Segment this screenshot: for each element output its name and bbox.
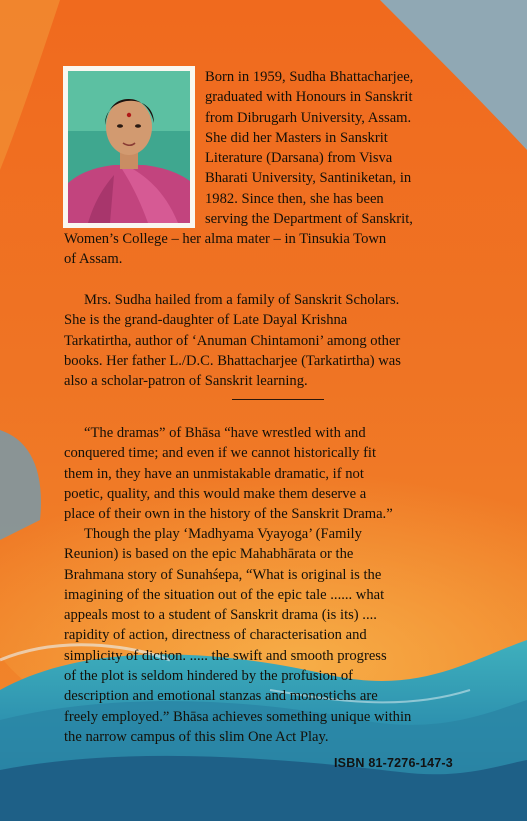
- bio-line: of Assam.: [64, 251, 123, 268]
- play-line: the narrow campus of this slim One Act Play.: [64, 728, 329, 745]
- bio-line: Tarkatirtha, author of ‘Anuman Chintamoni’ among other: [64, 332, 401, 349]
- quote-paragraph: [64, 423, 502, 524]
- bio-line: Bharati University, Santiniketan, in: [205, 170, 412, 187]
- quote-line: place of their own in the history of the Sanskrit Drama.”: [64, 506, 393, 523]
- play-line: freely employed.” Bhāsa achieves something unique within: [64, 708, 412, 725]
- play-description-paragraph: [64, 524, 502, 747]
- author-portrait-image: [68, 71, 190, 223]
- bio-line: from Dibrugarh University, Assam.: [205, 109, 412, 126]
- author-family-paragraph: [64, 290, 502, 391]
- bio-line: Born in 1959, Sudha Bhattacharjee,: [205, 69, 414, 85]
- bio-line: Women’s College – her alma mater – in Tinsukia Town: [64, 231, 387, 247]
- play-line: appeals most to a student of Sanskrit drama (is its) ....: [64, 607, 377, 624]
- author-bio-continued: [64, 229, 502, 270]
- section-divider: [232, 399, 324, 400]
- bio-line: She is the grand-daughter of Late Dayal Krishna: [64, 312, 348, 329]
- bio-line: Literature (Darsana) from Visva: [205, 150, 393, 167]
- quote-line: them in, they have an unmistakable dramatic, if not: [64, 465, 364, 482]
- isbn-number: ISBN 81-7276-147-3: [334, 756, 453, 770]
- play-line: of the plot is seldom hindered by the profusion of: [64, 668, 353, 685]
- bio-line: She did her Masters in Sanskrit: [205, 129, 388, 146]
- quote-line: poetic, quality, and this would make them deserve a: [64, 485, 367, 502]
- bio-line: books. Her father L./D.C. Bhattacharjee (Tarkatirtha) was: [64, 352, 401, 369]
- play-line: simplicity of diction. ..... the swift and smooth progress: [64, 647, 387, 664]
- bio-line: serving the Department of Sanskrit,: [205, 211, 413, 228]
- quote-line: “The dramas” of Bhāsa “have wrestled with and: [84, 425, 366, 441]
- bio-line: also a scholar-patron of Sanskrit learning.: [64, 373, 308, 390]
- play-line: description and emotional stanzas and monostichs are: [64, 688, 378, 705]
- play-line: imagining of the situation out of the epic tale ...... what: [64, 586, 385, 603]
- bio-line: graduated with Honours in Sanskrit: [205, 89, 413, 106]
- bio-line: 1982. Since then, she has been: [205, 190, 384, 207]
- quote-line: conquered time; and even if we cannot historically fit: [64, 445, 377, 462]
- author-photo: [63, 66, 195, 228]
- play-line: Reunion) is based on the epic Mahabhārata or the: [64, 546, 354, 563]
- play-line: Though the play ‘Madhyama Vyayoga’ (Family: [84, 526, 362, 542]
- bio-line: Mrs. Sudha hailed from a family of Sanskrit Scholars.: [84, 292, 400, 308]
- play-line: rapidity of action, directness of characterisation and: [64, 627, 367, 644]
- author-bio-side-text: [205, 67, 502, 229]
- play-line: Brahmana story of Sunahśepa, “What is original is the: [64, 566, 382, 583]
